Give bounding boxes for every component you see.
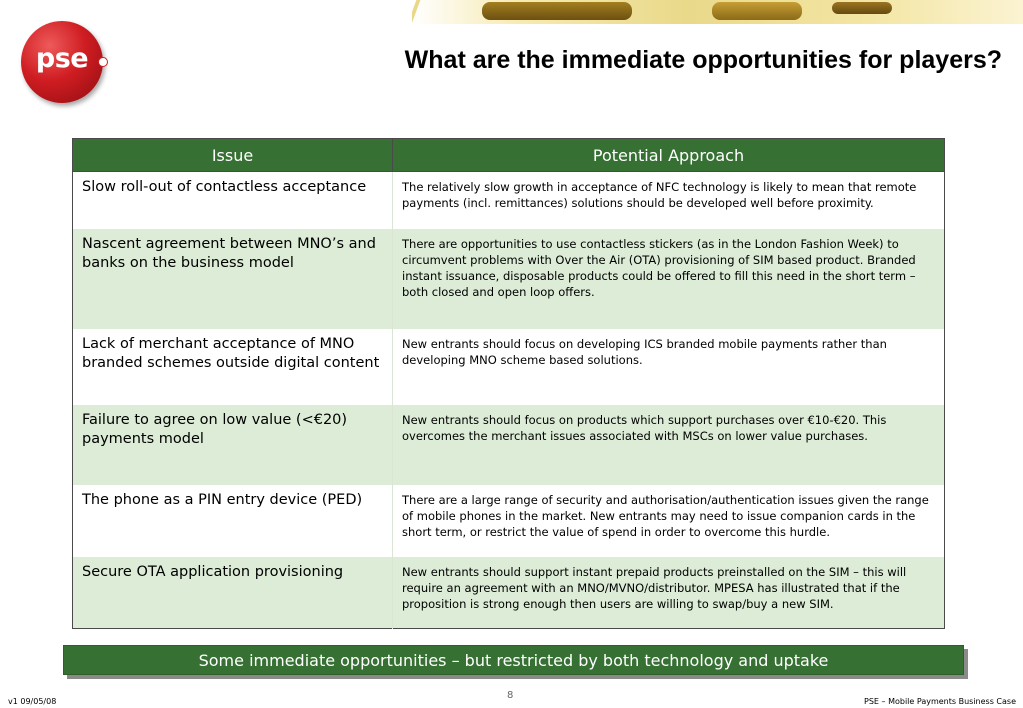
slide-title: What are the immediate opportunities for players? [404, 46, 1002, 74]
summary-banner: Some immediate opportunities – but restricted by both technology and uptake [63, 645, 964, 675]
issue-cell: Failure to agree on low value (<€20) payments model [73, 405, 393, 485]
approach-cell: New entrants should focus on developing ICS branded mobile payments rather than developing MNO scheme based solutions. [393, 329, 945, 405]
header-decorative-image [412, 0, 1023, 24]
table-header-row [73, 139, 945, 172]
issues-table [72, 138, 945, 629]
table-row [73, 557, 945, 629]
issue-cell: Nascent agreement between MNO’s and banks on the business model [73, 229, 393, 329]
pse-logo [21, 21, 103, 103]
header-potential-approach: Potential Approach [393, 139, 945, 172]
issue-cell: Lack of merchant acceptance of MNO branded schemes outside digital content [73, 329, 393, 405]
table-row [73, 172, 945, 229]
logo-text: pse [35, 43, 89, 74]
issue-cell: The phone as a PIN entry device (PED) [73, 485, 393, 557]
approach-cell: New entrants should focus on products which support purchases over €10-€20. This overcomes the merchant issues associated with MSCs on lower value purchases. [393, 405, 945, 485]
footer-version: v1 09/05/08 [8, 697, 57, 706]
table-row [73, 485, 945, 557]
table-row [73, 405, 945, 485]
footer-document-title: PSE – Mobile Payments Business Case [864, 697, 1016, 706]
header-issue: Issue [73, 139, 393, 172]
approach-cell: New entrants should support instant prepaid products preinstalled on the SIM – this will require an agreement with an MNO/MVNO/distributor. MPESA has illustrated that if the proposition is strong enough then users are willing to swap/buy a new SIM. [393, 557, 945, 629]
approach-cell: There are opportunities to use contactless stickers (as in the London Fashion Week) to circumvent problems with Over the Air (OTA) provisioning of SIM based product. Branded instant issuance, disposable products could be offered to fill this need in the short term – both closed and open loop offers. [393, 229, 945, 329]
issue-cell: Slow roll-out of contactless acceptance [73, 172, 393, 229]
approach-cell: There are a large range of security and authorisation/authentication issues given the range of mobile phones in the market. New entrants may need to issue companion cards in the short term, or restrict the value of spend in order to overcome this hurdle. [393, 485, 945, 557]
logo-dot [98, 57, 108, 67]
issue-cell: Secure OTA application provisioning [73, 557, 393, 629]
approach-cell: The relatively slow growth in acceptance of NFC technology is likely to mean that remote payments (incl. remittances) solutions should be developed well before proximity. [393, 172, 945, 229]
footer-page-number: 8 [507, 690, 514, 701]
table-row [73, 229, 945, 329]
table-row [73, 329, 945, 405]
